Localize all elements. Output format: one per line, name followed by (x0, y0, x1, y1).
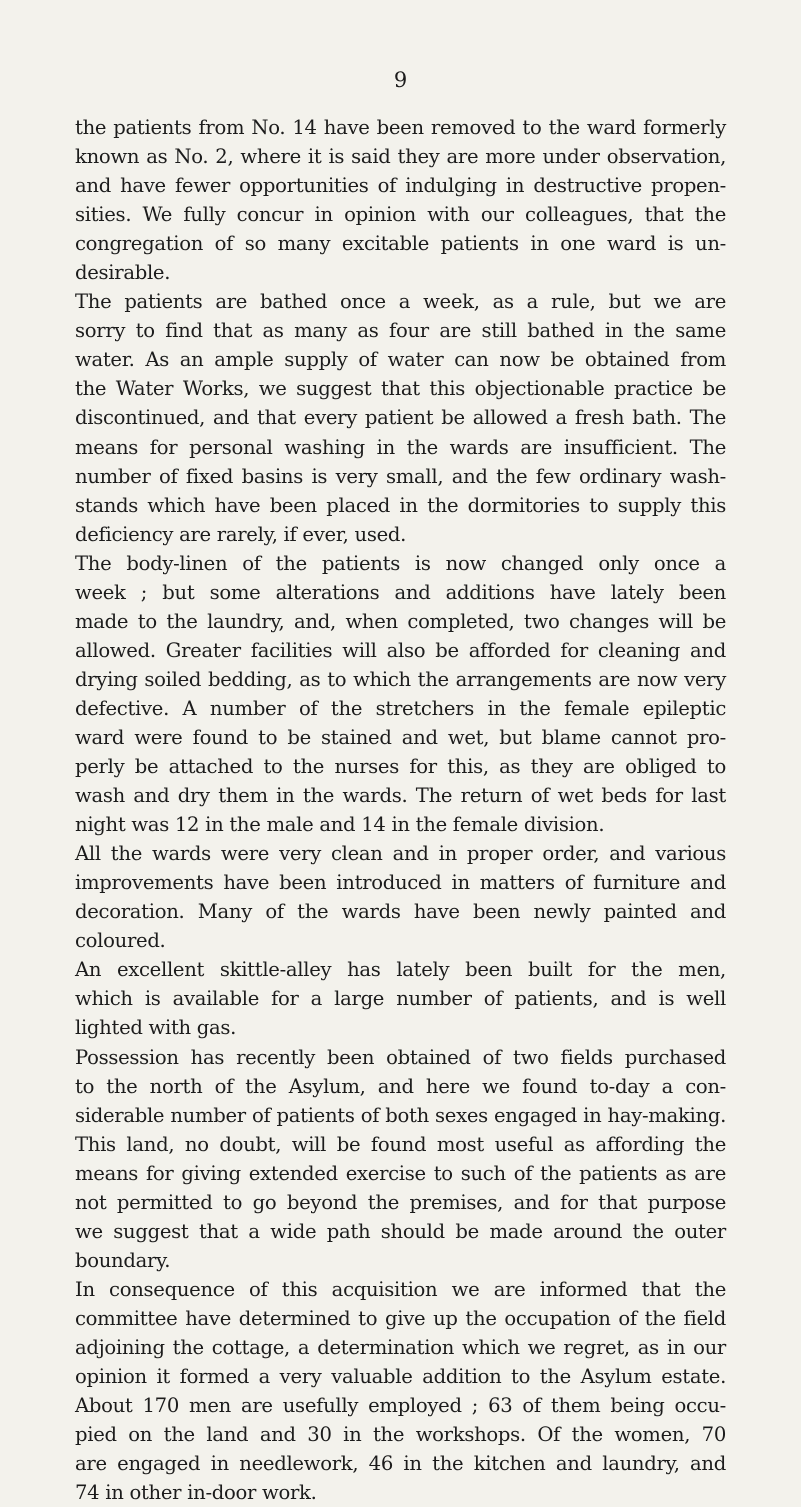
text-line: made to the laundry, and, when completed, two changes will be (75, 609, 726, 633)
text-line: discontinued, and that every patient be allowed a fresh bath. The (75, 406, 726, 430)
text-line: known as No. 2, where it is said they are more under observation, (75, 145, 726, 169)
text-line: An excellent skittle-alley has lately been built for the men, (75, 958, 726, 982)
text-line: Possession has recently been obtained of two fields purchased (75, 1045, 726, 1069)
text-line: desirable. (75, 261, 171, 285)
text-line: perly be attached to the nurses for this, as they are obliged to (75, 755, 726, 779)
text-line: allowed. Greater facilities will also be afforded for cleaning and (75, 638, 726, 662)
text-line: wash and dry them in the wards. The return of wet beds for last (75, 784, 726, 808)
text-line: we suggest that a wide path should be made around the outer (75, 1219, 726, 1243)
text-line: In consequence of this acquisition we are informed that the (75, 1277, 726, 1301)
text-line: The patients are bathed once a week, as a rule, but we are (75, 290, 726, 314)
text-line: means for giving extended exercise to such of the patients as are (75, 1161, 726, 1185)
text-line: lighted with gas. (75, 1016, 237, 1040)
text-line: not permitted to go beyond the premises, and for that purpose (75, 1190, 726, 1214)
text-line: and have fewer opportunities of indulging in destructive propen- (75, 174, 726, 198)
text-line: This land, no doubt, will be found most useful as affording the (75, 1132, 726, 1156)
text-line: which is available for a large number of patients, and is well (75, 987, 726, 1011)
text-line: improvements have been introduced in matters of furniture and (75, 871, 726, 895)
text-line: sorry to find that as many as four are still bathed in the same (75, 319, 726, 343)
text-line: The body-linen of the patients is now changed only once a (75, 551, 726, 575)
text-line: siderable number of patients of both sexes engaged in hay-making. (75, 1103, 726, 1127)
text-line: opinion it formed a very valuable addition to the Asylum estate. (75, 1365, 726, 1389)
text-line: ward were found to be stained and wet, but blame cannot pro- (75, 725, 726, 749)
text-line: deficiency are rarely, if ever, used. (75, 522, 407, 546)
text-line: All the wards were very clean and in proper order, and various (75, 842, 726, 866)
text-line: decoration. Many of the wards have been newly painted and (75, 900, 726, 924)
body-text (75, 113, 726, 1507)
text-line: stands which have been placed in the dormitories to supply this (75, 493, 726, 517)
text-line: 74 in other in-door work. (75, 1481, 317, 1505)
text-line: the Water Works, we suggest that this objectionable practice be (75, 377, 726, 401)
text-line: adjoining the cottage, a determination which we regret, as in our (75, 1335, 726, 1359)
text-line: means for personal washing in the wards are insufficient. The (75, 435, 726, 459)
text-line: congregation of so many excitable patients in one ward is un- (75, 232, 726, 256)
text-line: defective. A number of the stretchers in the female epileptic (75, 696, 726, 720)
text-line: About 170 men are usefully employed ; 63 of them being occu- (75, 1394, 726, 1418)
text-line: coloured. (75, 929, 166, 953)
text-line: pied on the land and 30 in the workshops. Of the women, 70 (75, 1423, 726, 1447)
text-line: week ; but some alterations and additions have lately been (75, 580, 726, 604)
text-line: sities. We fully concur in opinion with our colleagues, that the (75, 203, 726, 227)
text-line: boundary. (75, 1248, 171, 1272)
text-line: are engaged in needlework, 46 in the kitchen and laundry, and (75, 1452, 726, 1476)
text-line: drying soiled bedding, as to which the arrangements are now very (75, 667, 726, 691)
text-line: committee have determined to give up the occupation of the field (75, 1306, 726, 1330)
text-line: water. As an ample supply of water can now be obtained from (75, 348, 726, 372)
text-line: night was 12 in the male and 14 in the female division. (75, 813, 605, 837)
page-number: 9 (393, 68, 408, 92)
text-line: number of fixed basins is very small, and the few ordinary wash- (75, 464, 726, 488)
text-line: the patients from No. 14 have been removed to the ward formerly (75, 116, 726, 139)
text-line: to the north of the Asylum, and here we found to-day a con- (75, 1074, 726, 1098)
